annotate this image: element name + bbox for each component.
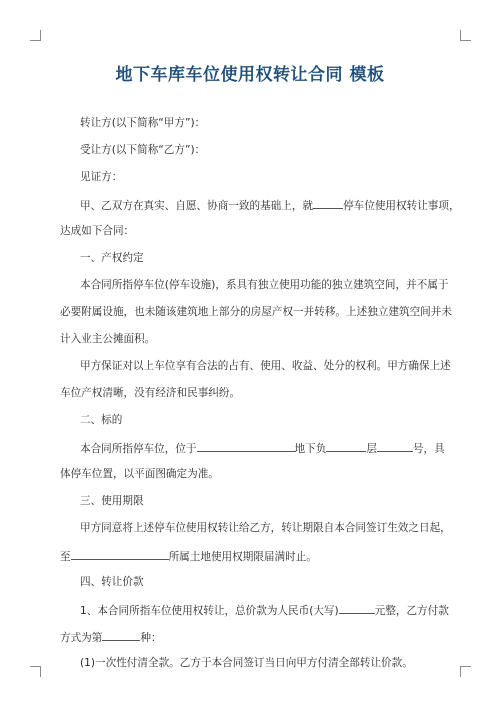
section-2-para-line-1 [80,440,480,456]
section-4-heading: 四、转让价款 [80,576,144,588]
section-1-para-2-line-1: 甲方保证对以上车位享有合法的占有、使用、收益、处分的权利。甲方确保上述 [80,360,451,372]
land-use-term-text: 所属土地使用权期限届满时止。 [168,551,317,563]
section-4-para-line-2 [60,629,460,645]
price-amount-blank[interactable] [339,602,375,614]
section-1-heading: 一、产权约定 [80,252,144,264]
basement-level-text: 地下负 [294,443,327,455]
section-3-para-line-2 [60,548,460,564]
location-text: 本合同所指停车位，位于 [80,443,197,455]
payment-option-1: (1)一次性付清全款。乙方于本合同签订当日向甲方付清全部转让价款。 [80,657,413,669]
transferee-line: 受让方(以下简称“乙方”)： [80,144,206,156]
parking-spot-blank[interactable] [313,197,343,209]
preamble-line-2: 达成如下合同： [60,225,135,237]
document-title: 地下车库车位使用权转让合同 模板 [115,65,385,85]
payment-text: 元整，乙方付款 [374,605,449,617]
location-blank[interactable] [197,440,295,452]
number-text: 号，具 [412,443,445,455]
floor-text: 层 [366,443,377,455]
witness-line: 见证方： [80,171,123,183]
section-3-para-line-1: 甲方同意将上述停车位使用权转让给乙方，转让期限自本合同签订生效之日起， [80,522,451,534]
section-1-para-2-line-2: 车位产权清晰，没有经济和民事纠纷。 [60,387,241,399]
corner-mark-top-left [30,30,41,41]
section-1-para-1-line-1: 本合同所指停车位(停车设施)，系具有独立使用功能的独立建筑空间，并不属于 [80,279,449,291]
section-1-para-1-line-3: 计入业主公摊面积。 [60,333,156,345]
section-1-para-1-line-2: 必要附属设施，也未随该建筑地上部分的房屋产权一并转移。上述独立建筑空间并未 [60,306,452,318]
transferor-line: 转让方(以下简称“甲方”)： [80,117,206,129]
term-end-blank[interactable] [71,548,169,560]
number-blank[interactable] [377,440,413,452]
until-text: 至 [60,551,71,563]
corner-mark-bottom-left [30,666,41,677]
preamble-text-a: 甲、乙双方在真实、自愿、协商一致的基础上，就 [80,200,314,212]
level-blank[interactable] [326,440,366,452]
payment-method-text: 方式为第 [60,632,103,644]
section-2-heading: 二、标的 [80,414,123,426]
price-text: 1、本合同所指车位使用权转让，总价款为人民币(大写) [80,605,339,617]
section-4-para-line-1 [80,602,480,618]
section-2-para-line-2: 体停车位置，以平面图确定为准。 [60,468,219,480]
preamble-text-b: 停车位使用权转让事项， [343,200,460,212]
payment-method-suffix: 种： [140,632,162,644]
payment-method-blank[interactable] [102,629,140,641]
preamble-line [80,197,480,213]
section-3-heading: 三、使用期限 [80,495,144,507]
corner-mark-top-right [460,30,471,41]
